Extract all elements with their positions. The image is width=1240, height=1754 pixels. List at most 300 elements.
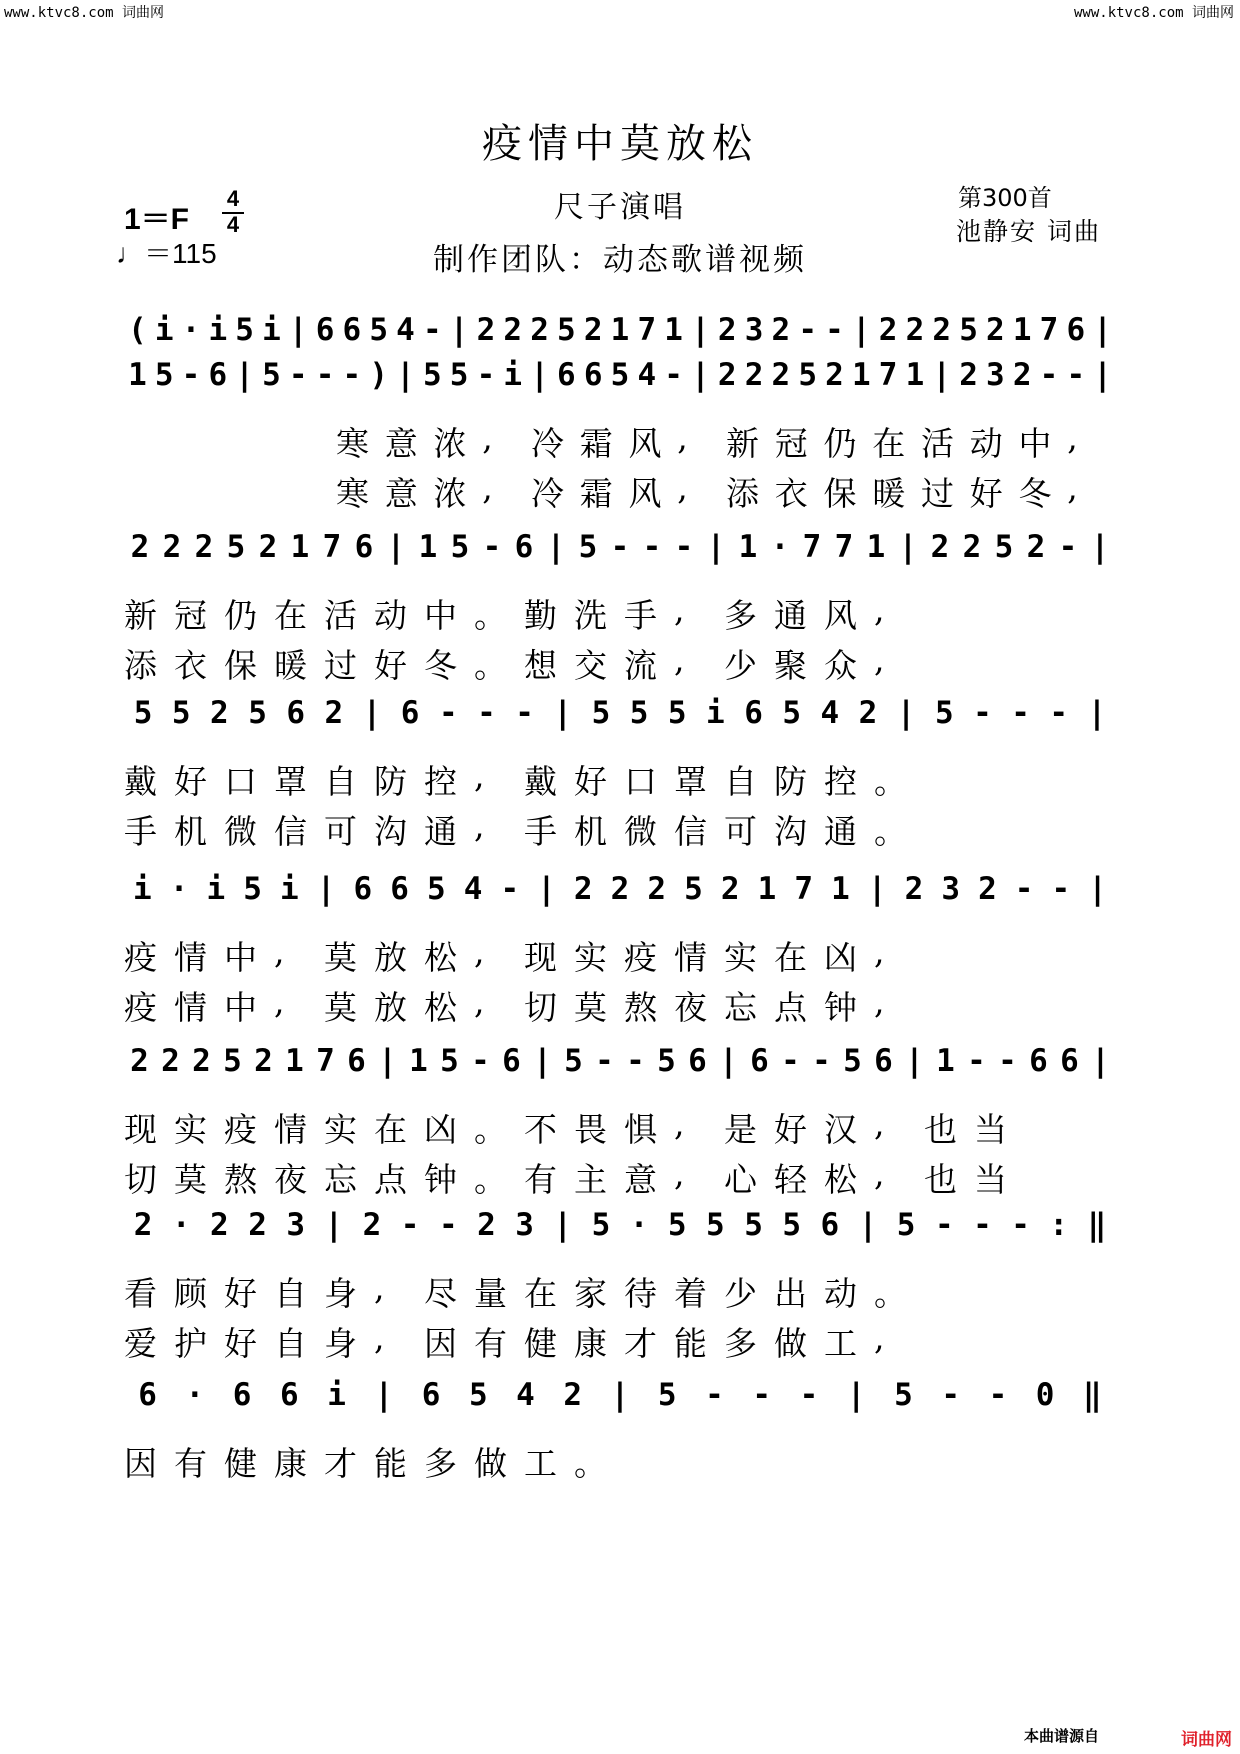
note: - xyxy=(998,1043,1017,1079)
lyric-char: , xyxy=(874,1154,887,1193)
note: 5 xyxy=(440,1043,459,1079)
barline: | xyxy=(896,695,916,731)
barline: | xyxy=(691,357,710,393)
note: 5 xyxy=(564,1043,583,1079)
lyric-char: 是 xyxy=(724,1110,759,1149)
lyric-char: 自 xyxy=(724,762,759,801)
lyric-char: 夜 xyxy=(274,1160,309,1199)
note: 5 xyxy=(591,695,611,731)
lyric-char: 仍 xyxy=(823,424,859,463)
lyric-char: 工 xyxy=(824,1324,859,1363)
time-signature-bottom: 4 xyxy=(226,212,240,237)
note: 6 xyxy=(279,1377,299,1413)
lyric-char: 多 xyxy=(724,1324,759,1363)
lyric-char: 健 xyxy=(524,1324,559,1363)
note: 5 xyxy=(667,1207,687,1243)
note: i xyxy=(279,871,299,907)
note: 1 xyxy=(610,312,630,348)
note: 2 xyxy=(210,1207,229,1243)
note: · xyxy=(629,1207,649,1243)
note: 2 xyxy=(130,1043,149,1079)
lyric-char: 衣 xyxy=(774,474,810,513)
lyric-char: 钟 xyxy=(424,1160,459,1199)
note: 5 xyxy=(798,357,817,393)
lyric-char: 。 xyxy=(574,1444,609,1483)
note: 2 xyxy=(647,871,667,907)
barline: | xyxy=(316,871,336,907)
lyric-char: 家 xyxy=(574,1274,609,1313)
barline: | xyxy=(1088,871,1107,907)
note: 6 xyxy=(1029,1043,1048,1079)
lyric-char: 寒 xyxy=(336,474,371,513)
lyric-char: 莫 xyxy=(574,988,609,1027)
note: - xyxy=(1058,529,1078,565)
lyric-char: 洗 xyxy=(574,596,609,635)
lyric-char: 动 xyxy=(374,596,409,635)
note: - xyxy=(973,695,992,731)
notation-line xyxy=(124,350,1116,400)
note: 2 xyxy=(930,529,950,565)
lyric-char: 过 xyxy=(921,474,956,513)
note: 2 xyxy=(986,312,1005,348)
lyric-char: 风 xyxy=(628,424,664,463)
lyric-char: 勤 xyxy=(524,596,559,635)
lyric-char: 在 xyxy=(274,596,309,635)
note: 2 xyxy=(161,1043,180,1079)
note: 6 xyxy=(557,357,576,393)
note: 5 xyxy=(226,529,246,565)
note: 1 xyxy=(831,871,850,907)
barline: | xyxy=(898,529,918,565)
note: 6 xyxy=(744,695,763,731)
note: 6 xyxy=(421,1377,441,1413)
barline: | xyxy=(1093,312,1112,348)
lyric-char: 康 xyxy=(574,1324,609,1363)
note: 6 xyxy=(286,695,306,731)
barline: | xyxy=(867,871,887,907)
note: 5 xyxy=(629,695,649,731)
note: 5 xyxy=(449,357,469,393)
lyric-char: 信 xyxy=(674,812,709,851)
lyric-char: 待 xyxy=(624,1274,659,1313)
note: - xyxy=(422,312,442,348)
note: 5 xyxy=(235,312,254,348)
site-logo: 词曲网 xyxy=(1181,1730,1232,1750)
lyric-char: 松 xyxy=(424,988,459,1027)
barline: | xyxy=(851,312,871,348)
barline: | xyxy=(530,357,549,393)
note: 5 xyxy=(578,529,598,565)
note: 2 xyxy=(194,529,214,565)
source-note: 本曲谱源自 xyxy=(1024,1727,1100,1745)
lyric-char: 现 xyxy=(124,1110,159,1149)
lyric-char: 顾 xyxy=(174,1274,209,1313)
note: 5 xyxy=(934,695,954,731)
note: 5 xyxy=(843,1043,862,1079)
note: - xyxy=(181,357,201,393)
lyric-char: 冬 xyxy=(1018,474,1054,513)
note: 1 xyxy=(866,529,886,565)
lyric-char: 才 xyxy=(624,1324,659,1363)
lyric-char: 冬 xyxy=(424,646,459,685)
note: - xyxy=(1014,871,1034,907)
lyric-char: , xyxy=(874,932,887,971)
note: 6 xyxy=(583,357,603,393)
note: 5 xyxy=(369,312,389,348)
lyric-char: 。 xyxy=(474,1110,509,1149)
lyric-char: 实 xyxy=(174,1110,209,1149)
note: - xyxy=(973,1207,992,1243)
note: · xyxy=(185,1377,205,1413)
note: 6 xyxy=(354,529,374,565)
lyric-char: 钟 xyxy=(824,988,859,1027)
note: 6 xyxy=(138,1377,157,1413)
lyric-char: 防 xyxy=(774,762,809,801)
note: - xyxy=(934,1207,954,1243)
note: 1 xyxy=(418,529,438,565)
lyric-char: 。 xyxy=(474,596,509,635)
lyric-char: , xyxy=(474,756,487,795)
note: 5 xyxy=(426,871,446,907)
note: 2 xyxy=(744,357,764,393)
note: 6 xyxy=(820,1207,840,1243)
lyric-char: 莫 xyxy=(324,988,359,1027)
lyric-char: 实 xyxy=(724,938,759,977)
note: 2 xyxy=(905,312,925,348)
note: - xyxy=(825,312,844,348)
lyric-char: 康 xyxy=(274,1444,309,1483)
lyric-char: 才 xyxy=(324,1444,359,1483)
lyric-char: 寒 xyxy=(336,424,371,463)
lyric-char: , xyxy=(874,982,887,1021)
barline: ‖ xyxy=(1087,1207,1107,1243)
note: 2 xyxy=(771,357,791,393)
barline: | xyxy=(362,695,382,731)
note: 3 xyxy=(286,1207,306,1243)
lyric-char: 罩 xyxy=(274,762,309,801)
lyric-char: 有 xyxy=(474,1324,509,1363)
note: 5 xyxy=(243,871,262,907)
lyric-char: 通 xyxy=(774,596,809,635)
note: 6 xyxy=(208,357,228,393)
lyric-char: 可 xyxy=(324,812,359,851)
lyric-char: 多 xyxy=(424,1444,459,1483)
note: 7 xyxy=(322,529,342,565)
barline: | xyxy=(378,1043,397,1079)
barline: | xyxy=(553,1207,573,1243)
lyric-char: 保 xyxy=(823,474,859,513)
lyric-char: , xyxy=(674,1154,687,1193)
watermark-left: www.ktvc8.com 词曲网 xyxy=(4,5,165,21)
note: 5 xyxy=(610,357,630,393)
lyric-char: 。 xyxy=(474,646,509,685)
note: · xyxy=(770,529,790,565)
lyric-char: 防 xyxy=(374,762,409,801)
lyric-char: 风 xyxy=(824,596,859,635)
lyric-char: 少 xyxy=(724,1274,759,1313)
lyric-char: , xyxy=(474,982,487,1021)
lyric-char: , xyxy=(677,418,690,457)
lyric-char: 意 xyxy=(624,1160,659,1199)
barline: | xyxy=(396,357,415,393)
note: - xyxy=(1011,1207,1030,1243)
note: 5 xyxy=(959,312,978,348)
note: - xyxy=(1066,357,1086,393)
note: 5 xyxy=(262,357,281,393)
lyric-char: 好 xyxy=(969,474,1005,513)
lyric-char: 当 xyxy=(974,1110,1009,1149)
lyric-char: , xyxy=(1067,418,1080,457)
lyric-char: 实 xyxy=(324,1110,359,1149)
barline: | xyxy=(533,1043,552,1079)
note: 3 xyxy=(986,357,1005,393)
barline: | xyxy=(1090,529,1110,565)
note: ( xyxy=(128,312,147,348)
lyric-char: 暖 xyxy=(274,646,309,685)
lyric-char: 在 xyxy=(374,1110,409,1149)
lyric-char: 仍 xyxy=(224,596,259,635)
note: 2 xyxy=(720,871,740,907)
lyric-char: 众 xyxy=(824,646,859,685)
note: 6 xyxy=(750,1043,769,1079)
lyric-char: 凶 xyxy=(424,1110,459,1149)
lyric-char: 新 xyxy=(726,424,761,463)
lyric-char: 好 xyxy=(224,1274,259,1313)
note: i xyxy=(154,312,174,348)
note: 2 xyxy=(932,312,952,348)
lyric-char: 放 xyxy=(374,988,409,1027)
note: 2 xyxy=(503,312,523,348)
barline: | xyxy=(386,529,406,565)
lyric-char: 手 xyxy=(524,812,559,851)
lyric-char: 戴 xyxy=(524,762,559,801)
lyric-char: 好 xyxy=(224,1324,259,1363)
note: 5 xyxy=(667,695,687,731)
lyric-char: 情 xyxy=(174,988,209,1027)
note: 5 xyxy=(894,1377,913,1413)
lyric-char: 轻 xyxy=(774,1160,809,1199)
lyric-char: , xyxy=(1067,468,1080,507)
lyric-char: 好 xyxy=(574,762,609,801)
note: 6 xyxy=(342,312,362,348)
lyric-char: 也 xyxy=(924,1160,959,1199)
lyric-char: 可 xyxy=(724,812,759,851)
note: 2 xyxy=(610,871,630,907)
barline: | xyxy=(288,312,308,348)
lyric-char: 冠 xyxy=(174,596,209,635)
note: 2 xyxy=(717,312,737,348)
note: 1 xyxy=(738,529,758,565)
note: 5 xyxy=(782,695,802,731)
lyric-char: 霜 xyxy=(579,424,615,463)
lyric-char: 切 xyxy=(124,1160,159,1199)
lyric-char: 在 xyxy=(872,424,908,463)
note: - xyxy=(482,529,502,565)
lyric-char: 心 xyxy=(724,1160,759,1199)
note: - xyxy=(477,695,496,731)
lyric-char: 聚 xyxy=(774,646,809,685)
lyric-char: 。 xyxy=(874,762,909,801)
note: 3 xyxy=(515,1207,534,1243)
barline: | xyxy=(546,529,566,565)
lyric-char: 中 xyxy=(424,596,459,635)
note: 1 xyxy=(757,871,777,907)
lyric-char: , xyxy=(474,932,487,971)
barline: | xyxy=(1093,357,1112,393)
lyric-char: 中 xyxy=(224,988,259,1027)
note: 2 xyxy=(258,529,278,565)
note: - xyxy=(642,529,662,565)
lyric-char: 爱 xyxy=(124,1324,159,1363)
barline: | xyxy=(905,1043,924,1079)
lyric-char: 看 xyxy=(124,1274,159,1313)
lyric-char: , xyxy=(482,418,495,457)
barline: | xyxy=(449,312,469,348)
note: 7 xyxy=(834,529,854,565)
lyric-char: 浓 xyxy=(433,474,469,513)
lyric-char: 手 xyxy=(624,596,659,635)
lyric-char: 添 xyxy=(726,474,761,513)
lyric-char: 通 xyxy=(824,812,859,851)
lyric-char: 沟 xyxy=(774,812,809,851)
note: i xyxy=(206,871,226,907)
note: - xyxy=(400,1207,420,1243)
lyric-char: 在 xyxy=(774,938,809,977)
lyric-char: 霜 xyxy=(579,474,615,513)
note: - xyxy=(812,1043,831,1079)
note: - xyxy=(988,1377,1008,1413)
note: 6 xyxy=(353,871,373,907)
note: 2 xyxy=(825,357,844,393)
lyric-char: 情 xyxy=(274,1110,309,1149)
note: - xyxy=(967,1043,986,1079)
note: i xyxy=(503,357,523,393)
barline: | xyxy=(1087,695,1107,731)
lyric-char: 活 xyxy=(921,424,956,463)
lyric-char: 熬 xyxy=(624,988,659,1027)
note: 6 xyxy=(1066,312,1086,348)
note: 7 xyxy=(802,529,822,565)
lyric-char: 沟 xyxy=(374,812,409,851)
note: 1 xyxy=(936,1043,955,1079)
lyric-char: , xyxy=(874,1104,887,1143)
note: 6 xyxy=(232,1377,252,1413)
lyric-char: 莫 xyxy=(324,938,359,977)
lyric-char: 惧 xyxy=(624,1110,659,1149)
note: 2 xyxy=(771,312,791,348)
note: - xyxy=(798,312,817,348)
note: 5 xyxy=(657,1043,676,1079)
note: 5 xyxy=(223,1043,242,1079)
note: 5 xyxy=(684,871,703,907)
note: 6 xyxy=(1060,1043,1079,1079)
note: 2 xyxy=(959,357,978,393)
lyric-char: 多 xyxy=(724,596,759,635)
lyric-char: 好 xyxy=(174,762,209,801)
note: 2 xyxy=(1026,529,1046,565)
lyric-char: 机 xyxy=(174,812,209,851)
key-signature: 1＝F xyxy=(124,203,190,236)
song-number: 第300首 xyxy=(958,184,1052,212)
note: 4 xyxy=(637,357,657,393)
note: 1 xyxy=(290,529,310,565)
note: 3 xyxy=(744,312,764,348)
lyric-char: 松 xyxy=(824,1160,859,1199)
note: 4 xyxy=(463,871,483,907)
lyric-char: 放 xyxy=(374,938,409,977)
note: 1 xyxy=(1012,312,1032,348)
barline: ‖ xyxy=(1083,1377,1102,1413)
lyric-char: , xyxy=(374,1318,387,1357)
note: 2 xyxy=(248,1207,267,1243)
lyric-char: , xyxy=(874,640,887,679)
note: i xyxy=(262,312,281,348)
lyric-char: 中 xyxy=(1018,424,1054,463)
note: - xyxy=(438,695,458,731)
notation-line xyxy=(124,864,1116,914)
lyric-char: 控 xyxy=(824,762,859,801)
note: - xyxy=(1039,357,1059,393)
note: 1 xyxy=(664,312,683,348)
note: 2 xyxy=(477,1207,496,1243)
lyric-char: 冷 xyxy=(531,424,566,463)
time-signature-top: 4 xyxy=(226,186,240,211)
note: - xyxy=(471,1043,490,1079)
note: - xyxy=(799,1377,819,1413)
lyric-char: 凶 xyxy=(824,938,859,977)
lyric-char: 中 xyxy=(224,938,259,977)
lyric-char: 机 xyxy=(574,812,609,851)
note: 5 xyxy=(133,695,153,731)
lyric-char: 好 xyxy=(374,646,409,685)
lyric-char: , xyxy=(874,1318,887,1357)
lyric-char: 汉 xyxy=(824,1110,859,1149)
lyric-char: 疫 xyxy=(224,1110,259,1149)
note: i xyxy=(133,871,152,907)
lyric-char: 熬 xyxy=(224,1160,259,1199)
note: 5 xyxy=(154,357,174,393)
notation-line xyxy=(124,688,1116,738)
song-title: 疫情中莫放松 xyxy=(482,121,758,167)
lyric-char: 自 xyxy=(274,1324,309,1363)
note: 5 xyxy=(744,1207,763,1243)
lyric-char: 口 xyxy=(224,762,259,801)
note: i xyxy=(208,312,228,348)
lyric-char: 信 xyxy=(274,812,309,851)
note: 2 xyxy=(717,357,737,393)
lyric-char: 点 xyxy=(374,1160,409,1199)
lyric-char: 。 xyxy=(874,1274,909,1313)
lyric-char: 尽 xyxy=(424,1274,459,1313)
note: - xyxy=(476,357,496,393)
note: 2 xyxy=(858,695,878,731)
lyric-char: 在 xyxy=(524,1274,559,1313)
barline: | xyxy=(858,1207,878,1243)
note: 1 xyxy=(905,357,925,393)
note: · xyxy=(171,1207,191,1243)
lyric-char: , xyxy=(677,468,690,507)
note: 5 xyxy=(468,1377,488,1413)
lyric-char: 做 xyxy=(774,1324,809,1363)
lyric-char: 好 xyxy=(774,1110,809,1149)
note: 7 xyxy=(637,312,657,348)
lyric-char: 活 xyxy=(324,596,359,635)
note: - xyxy=(595,1043,614,1079)
lyric-char: 过 xyxy=(324,646,359,685)
lyric-char: 能 xyxy=(674,1324,709,1363)
note: - xyxy=(342,357,362,393)
note: - xyxy=(781,1043,800,1079)
